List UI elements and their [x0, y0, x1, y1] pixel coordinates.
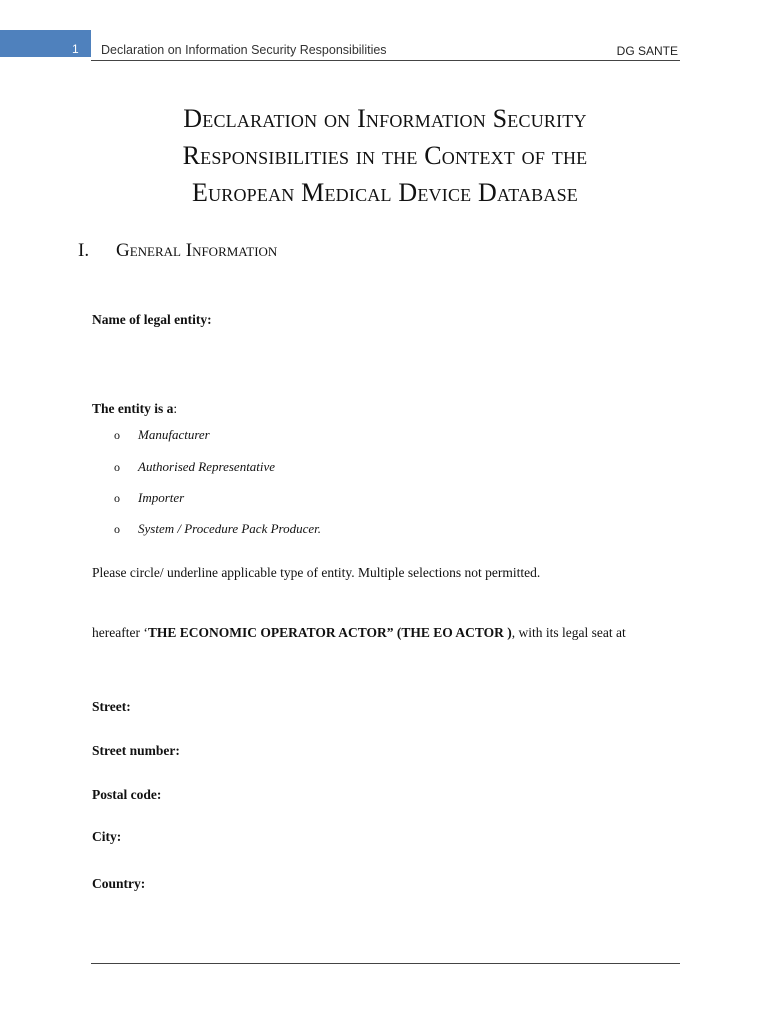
bullet-icon: o [114, 491, 120, 505]
document-title-line-1: Declaration on Information Security [183, 104, 587, 133]
option-label: Importer [138, 490, 185, 505]
document-title-line-2: Responsibilities in the Context of the [182, 141, 588, 170]
section-heading [78, 240, 277, 262]
option-label: Manufacturer [138, 427, 210, 442]
page-number: 1 [72, 42, 79, 56]
document-title-line-3: European Medical Device Database [191, 178, 578, 207]
option-label: Authorised Representative [138, 459, 276, 474]
country-label: Country: [92, 876, 146, 891]
legal-entity-name-label: Name of legal entity: [92, 312, 212, 327]
section-heading-text: General Information [116, 240, 278, 261]
hereafter-prefix: hereafter ‘ [92, 625, 148, 640]
bullet-icon: o [114, 460, 120, 474]
selection-instruction: Please circle/ underline applicable type of entity. Multiple selections not permitted. [92, 565, 541, 580]
entity-option-authorised-representative [114, 459, 275, 475]
hereafter-suffix: , with its legal seat at [511, 625, 626, 640]
bullet-icon: o [114, 428, 120, 442]
entity-option-system-procedure-pack-producer [114, 521, 321, 537]
hereafter-statement [92, 625, 626, 641]
running-header-organization: DG SANTE [616, 44, 678, 58]
option-label: System / Procedure Pack Producer. [138, 521, 322, 536]
entity-type-label-colon: : [173, 401, 178, 416]
entity-type-label-text: The entity is a [92, 401, 174, 416]
street-number-label: Street number: [92, 743, 180, 758]
running-header-title: Declaration on Information Security Responsibilities [101, 43, 387, 57]
bullet-icon: o [114, 522, 120, 536]
section-numeral: I. [78, 240, 90, 261]
header-divider [91, 60, 680, 61]
city-label: City: [92, 829, 122, 844]
footer-divider [91, 963, 680, 964]
document-title [60, 100, 710, 211]
hereafter-defined-term: THE ECONOMIC OPERATOR ACTOR” (THE EO ACTOR ) [147, 625, 512, 640]
entity-type-label [92, 401, 177, 417]
entity-option-importer [114, 490, 184, 506]
entity-option-manufacturer [114, 427, 210, 443]
postal-code-label: Postal code: [92, 787, 162, 802]
street-label: Street: [92, 699, 131, 714]
